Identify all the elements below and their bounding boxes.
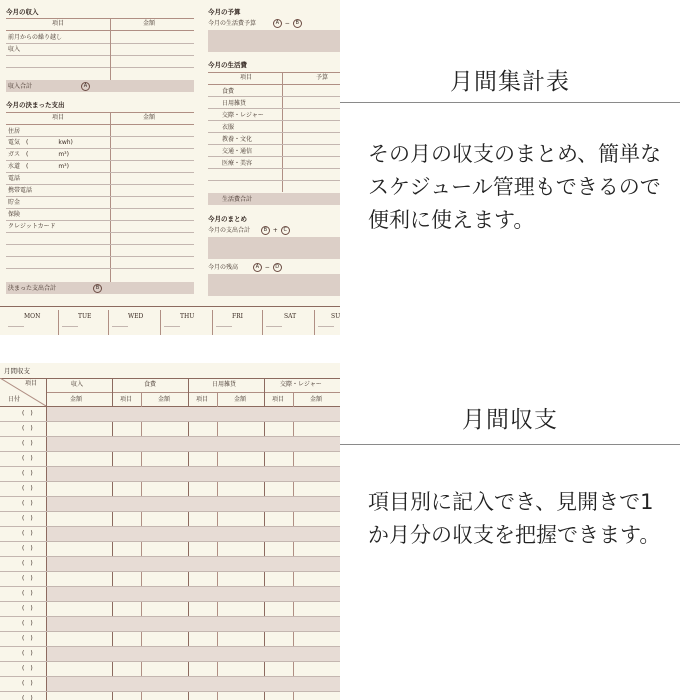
living-section-title: 今月の生活費 <box>208 61 247 69</box>
weekday-fri: FRI <box>232 313 244 320</box>
day-row-line <box>0 661 340 662</box>
day-date-cell: ( ) <box>22 605 33 612</box>
summary-mark-b-icon: B <box>261 226 270 235</box>
living-col-budget: 予算 <box>316 74 329 81</box>
summary-expense-op: + <box>272 227 278 234</box>
fixed-row-phone: 電話 <box>8 175 21 182</box>
fixed-row-housing: 住居 <box>8 128 21 135</box>
day-date-cell: ( ) <box>22 635 33 642</box>
income-row-carryover: 前月からの繰り越し <box>8 34 63 41</box>
monthly-summary-sheet <box>0 0 340 335</box>
day-date-cell: ( ) <box>22 425 33 432</box>
income-total-band <box>6 80 194 92</box>
fixed-row-electricity: 電気 ( kwh) <box>8 139 73 146</box>
day-date-cell: ( ) <box>22 575 33 582</box>
header-income: 収入 <box>71 381 84 388</box>
sub-daily-amount: 金額 <box>234 396 247 403</box>
fixed-row-savings: 貯金 <box>8 199 21 206</box>
summary-balance-label: 今月の残高 <box>208 264 239 271</box>
day-row-band <box>47 557 340 571</box>
day-date-cell: ( ) <box>22 680 33 687</box>
weekday-thu: THU <box>180 313 195 320</box>
day-row-band <box>47 617 340 631</box>
panel1-divider <box>340 102 680 103</box>
day-date-cell: ( ) <box>22 650 33 657</box>
budget-section-title: 今月の予算 <box>208 8 241 16</box>
summary-expense-label: 今月の支出合計 <box>208 227 251 234</box>
budget-mark-b-icon: B <box>293 19 302 28</box>
sheet2-title: 月間収支 <box>4 367 30 375</box>
income-col-amount: 金額 <box>143 20 156 27</box>
summary-mark-a-icon: A <box>253 263 262 272</box>
day-row-band <box>47 407 340 421</box>
weekday-wed: WED <box>128 313 144 320</box>
fixed-row-gas: ガス ( m³) <box>8 151 69 158</box>
living-row-culture: 教養・文化 <box>222 136 253 143</box>
panel1-title: 月間集計表 <box>450 69 570 95</box>
day-row-line <box>0 631 340 632</box>
budget-label: 今月の生活費予算 <box>208 20 257 27</box>
day-date-cell: ( ) <box>22 545 33 552</box>
summary-mark-d-icon: D <box>273 263 282 272</box>
day-row-band <box>47 467 340 481</box>
header-food: 食費 <box>144 381 157 388</box>
fixed-row-insurance: 保険 <box>8 211 21 218</box>
day-row-line <box>0 421 340 422</box>
day-date-cell: ( ) <box>22 485 33 492</box>
day-date-cell: ( ) <box>22 560 33 567</box>
sub-food-amount: 金額 <box>158 396 171 403</box>
budget-op: − <box>284 20 290 27</box>
living-row-clothes: 衣服 <box>222 124 235 131</box>
income-section-title: 今月の収入 <box>6 8 39 16</box>
day-row-line <box>0 601 340 602</box>
panel1-description: その月の収支のまとめ、簡単なスケジュール管理もできるので便利に使えます。 <box>368 142 662 232</box>
weekday-sun: SU <box>331 313 340 320</box>
living-col-item: 項目 <box>240 74 253 81</box>
income-total-label: 収入合計 <box>8 83 33 90</box>
day-row-band <box>47 647 340 661</box>
day-date-cell: ( ) <box>22 620 33 627</box>
living-row-food: 食費 <box>222 88 235 95</box>
income-row-income: 収入 <box>8 46 21 53</box>
day-row-band <box>47 677 340 691</box>
mark-a-icon: A <box>81 82 90 91</box>
monthly-income-expense-sheet <box>0 363 340 700</box>
day-date-cell: ( ) <box>22 440 33 447</box>
weekday-sat: SAT <box>284 313 297 320</box>
sub-daily-item: 項目 <box>196 396 209 403</box>
header-leisure: 交際・レジャー <box>280 381 322 388</box>
day-date-cell: ( ) <box>22 530 33 537</box>
summary-balance-band <box>208 274 340 296</box>
fixed-col-amount: 金額 <box>143 114 156 121</box>
living-row-leisure: 交際・レジャー <box>222 112 264 119</box>
day-date-cell: ( ) <box>22 695 33 700</box>
income-col-item: 項目 <box>52 20 65 27</box>
living-row-medical: 医療・美容 <box>222 160 253 167</box>
panel2-title: 月間収支 <box>462 407 558 433</box>
fixed-section-title: 今月の決まった支出 <box>6 101 65 109</box>
fixed-row-water: 水道 ( m³) <box>8 163 69 170</box>
budget-mark-a-icon: A <box>273 19 282 28</box>
panel2-divider <box>340 444 680 445</box>
day-row-line <box>0 541 340 542</box>
day-row-band <box>47 437 340 451</box>
day-row-line <box>0 571 340 572</box>
fixed-row-mobile: 携帯電話 <box>8 187 33 194</box>
day-date-cell: ( ) <box>22 515 33 522</box>
day-date-cell: ( ) <box>22 455 33 462</box>
summary-balance-op: − <box>264 264 270 271</box>
weekday-mon: MON <box>24 313 41 320</box>
day-row-line <box>0 481 340 482</box>
sub-food-item: 項目 <box>120 396 133 403</box>
fixed-total-label: 決まった支出合計 <box>8 285 57 292</box>
day-row-band <box>47 587 340 601</box>
summary-section-title: 今月のまとめ <box>208 215 247 223</box>
summary-expense-band <box>208 237 340 259</box>
day-row-band <box>47 497 340 511</box>
living-total-label: 生活費合計 <box>222 196 253 203</box>
day-row-line <box>0 511 340 512</box>
fixed-row-credit-card: クレジットカード <box>8 223 56 230</box>
day-date-cell: ( ) <box>22 590 33 597</box>
weekday-tue: TUE <box>78 313 92 320</box>
corner-item-label: 項目 <box>25 380 38 387</box>
corner-date-label: 日付 <box>8 396 21 403</box>
panel2-description: 項目別に記入でき、見開きで1か月分の収支を把握できます。 <box>368 490 661 547</box>
living-row-daily: 日用雑貨 <box>222 100 247 107</box>
day-date-cell: ( ) <box>22 470 33 477</box>
day-date-cell: ( ) <box>22 665 33 672</box>
day-row-line <box>0 451 340 452</box>
day-row-line <box>0 691 340 692</box>
day-row-band <box>47 527 340 541</box>
corner-diagonal <box>0 378 46 406</box>
living-row-transport: 交通・通信 <box>222 148 253 155</box>
budget-input-band <box>208 30 340 52</box>
header-daily: 日用雑貨 <box>212 381 237 388</box>
day-date-cell: ( ) <box>22 410 33 417</box>
sub-leisure-amount: 金額 <box>310 396 323 403</box>
summary-mark-c-icon: C <box>281 226 290 235</box>
day-date-cell: ( ) <box>22 500 33 507</box>
sub-leisure-item: 項目 <box>272 396 285 403</box>
sub-income-amount: 金額 <box>70 396 83 403</box>
mark-b-icon: B <box>93 284 102 293</box>
fixed-col-item: 項目 <box>52 114 65 121</box>
